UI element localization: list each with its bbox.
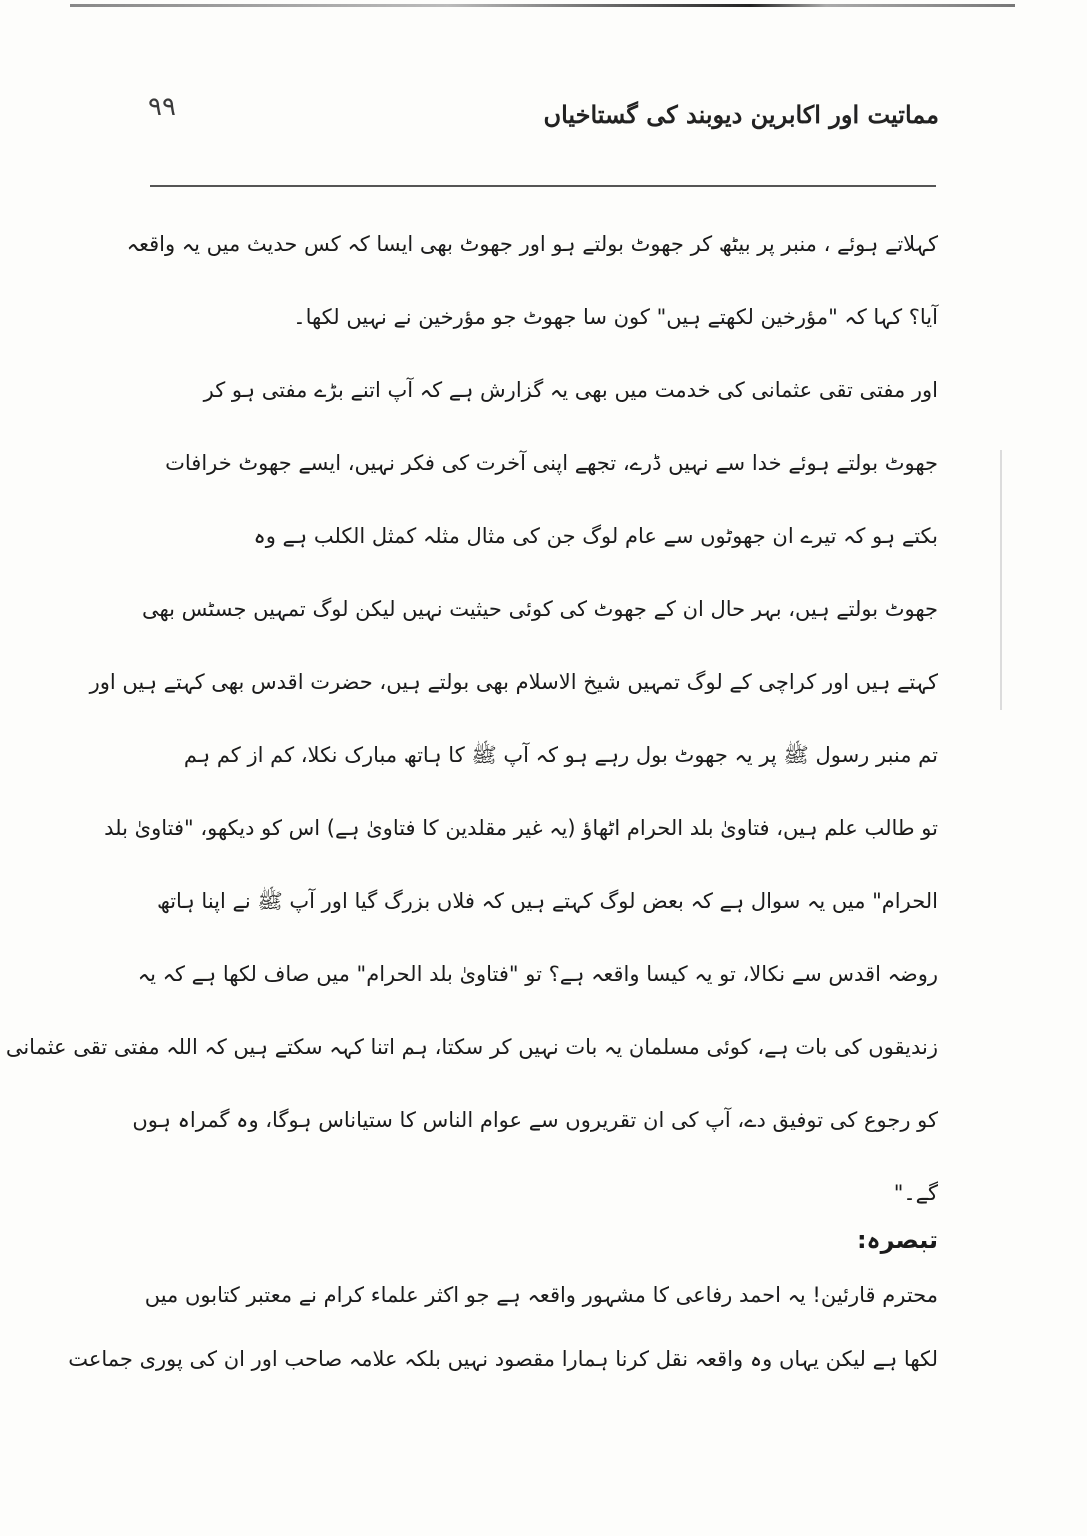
margin-mark bbox=[1000, 450, 1002, 710]
section-heading: تبصرہ: bbox=[856, 1226, 938, 1254]
text-line: تو طالب علم ہیں، فتاویٰ بلد الحرام اٹھاؤ (یہ غیر مقلدین کا فتاویٰ ہے) اس کو دیکھو، "فتاویٰ بلد bbox=[104, 816, 938, 840]
running-title: مماتیت اور اکابرین دیوبند کی گستاخیاں bbox=[543, 100, 939, 129]
text-line: جھوٹ بولتے ہوئے خدا سے نہیں ڈرے، تجھے اپنی آخرت کی فکر نہیں، ایسے جھوٹ خرافات bbox=[165, 451, 938, 475]
text-line: جھوٹ بولتے ہیں، بہر حال ان کے جھوٹ کی کوئی حیثیت نہیں لیکن لوگ تمہیں جسٹس بھی bbox=[141, 597, 938, 621]
scan-edge bbox=[70, 4, 1015, 7]
text-line: زندیقوں کی بات ہے، کوئی مسلمان یہ بات نہیں کر سکتا، ہم اتنا کہہ سکتے ہیں کہ اللہ مفتی تقی عثمانی bbox=[5, 1035, 938, 1059]
text-line: تم منبر رسول ﷺ پر یہ جھوٹ بول رہے ہو کہ آپ ﷺ کا ہاتھ مبارک نکلا، کم از کم ہم bbox=[183, 743, 938, 767]
page-body bbox=[5, 215, 938, 1403]
page-number: ۹۹ bbox=[148, 92, 176, 122]
text-line: کہتے ہیں اور کراچی کے لوگ تمہیں شیخ الاسلام بھی بولتے ہیں، حضرت اقدس بھی کہتے ہیں اور bbox=[89, 670, 938, 694]
text-line: گے۔" bbox=[893, 1181, 938, 1205]
text-line: بکتے ہو کہ تیرے ان جھوٹوں سے عام لوگ جن کی مثال مثلہ کمثل الکلب ہے وہ bbox=[253, 524, 938, 548]
commentary-line: لکھا ہے لیکن یہاں وہ واقعہ نقل کرنا ہمارا مقصود نہیں بلکہ علامہ صاحب اور ان کی پوری جماعت bbox=[68, 1347, 938, 1371]
text-line: اور مفتی تقی عثمانی کی خدمت میں بھی یہ گزارش ہے کہ آپ اتنے بڑے مفتی ہو کر bbox=[203, 378, 938, 402]
text-line: آیا؟ کہا کہ "مؤرخین لکھتے ہیں" کون سا جھوٹ جو مؤرخین نے نہیں لکھا۔ bbox=[293, 305, 938, 329]
commentary-line: محترم قارئین! یہ احمد رفاعی کا مشہور واقعہ ہے جو اکثر علماء کرام نے معتبر کتابوں میں bbox=[144, 1283, 938, 1307]
header-rule bbox=[150, 185, 936, 187]
text-line: الحرام" میں یہ سوال ہے کہ بعض لوگ کہتے ہیں کہ فلاں بزرگ گیا اور آپ ﷺ نے اپنا ہاتھ bbox=[156, 889, 938, 913]
text-line: کو رجوع کی توفیق دے، آپ کی ان تقریروں سے عوام الناس کا ستیاناس ہوگا، وہ گمراہ ہوں bbox=[132, 1108, 938, 1132]
text-line: روضہ اقدس سے نکالا، تو یہ کیسا واقعہ ہے؟ تو "فتاویٰ بلد الحرام" میں صاف لکھا ہے کہ یہ bbox=[137, 962, 938, 986]
text-line: کہلاتے ہوئے ، منبر پر بیٹھ کر جھوٹ بولتے ہو اور جھوٹ بھی ایسا کہ کس حدیث میں یہ واقعہ bbox=[126, 232, 938, 256]
